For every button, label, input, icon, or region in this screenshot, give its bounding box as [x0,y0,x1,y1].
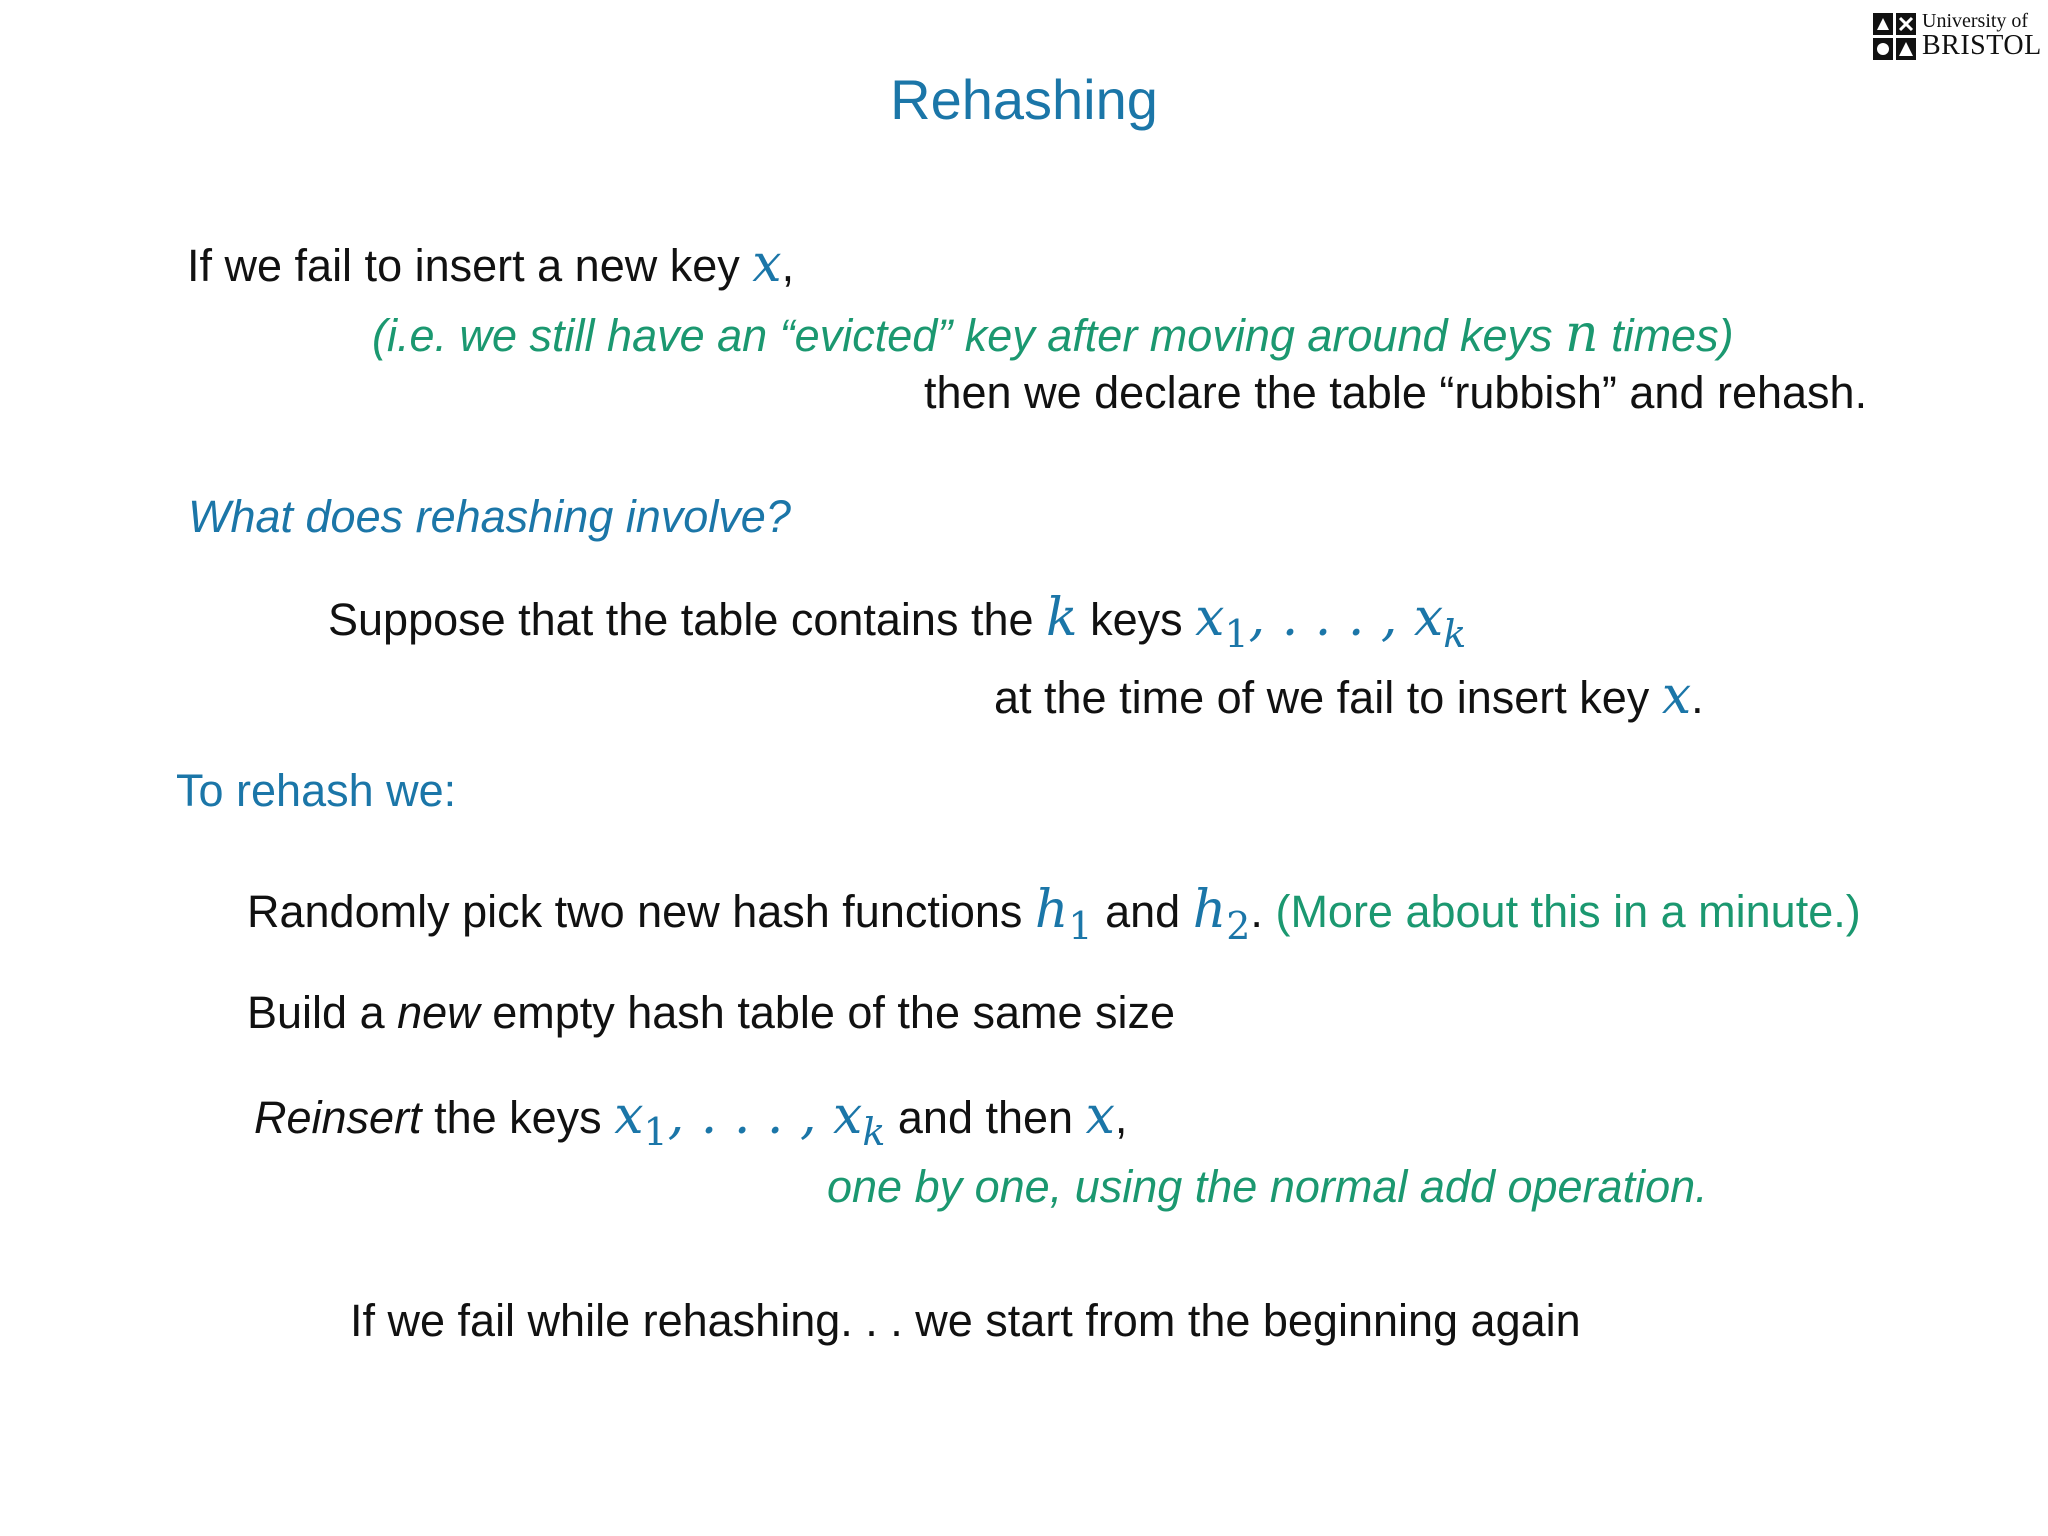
r-seq-sub-1: 1 [643,1110,668,1154]
seq-mid: , . . . , x [1248,588,1444,648]
closing-line: If we fail while rehashing. . . we start from the beginning again [350,1295,1581,1346]
university-logo [1872,10,2042,66]
reinsert-comma: , [1114,1092,1128,1143]
seq-sub-k: k [1443,612,1467,656]
intro-line-1 [187,234,795,294]
h2-sub: 2 [1226,904,1251,948]
key-sequence [1195,588,1467,656]
intro-line-3: then we declare the table “rubbish” and rehash. [924,367,1868,418]
step-reinsert [254,1086,1128,1154]
seq-sub-1: 1 [1224,612,1249,656]
aside-open: (i.e. we still have an “evicted” key after moving around keys [372,310,1553,361]
step-pick-hash [247,880,1861,948]
intro-text: If we fail to insert a new key [187,240,740,291]
suppose-period: . [1691,672,1704,723]
var-k: k [1046,588,1078,648]
r-seq-sub-k: k [862,1110,886,1154]
step-build-table [247,987,1176,1038]
r-seq-x1: x [614,1086,644,1146]
suppose-text-1: Suppose that the table contains the [328,594,1034,645]
logo-line-2: BRISTOL [1922,30,2042,61]
var-x-reinsert: x [1085,1086,1115,1146]
r-seq-mid: , . . . , x [667,1086,863,1146]
build-text-1: Build a [247,987,385,1038]
reinsert-key-sequence [614,1086,886,1154]
pick-and: and [1105,886,1181,937]
reinsert-word: Reinsert [254,1092,422,1143]
university-crest-icon [1872,12,1918,62]
slide-title: Rehashing [890,68,1158,131]
suppose-line-2 [994,666,1704,726]
pick-note: (More about this in a minute.) [1275,886,1861,937]
intro-comma: , [781,240,795,291]
suppose-line-1 [328,588,1467,656]
intro-aside [372,304,1734,364]
var-x: x [752,234,782,294]
var-h2 [1192,880,1251,948]
build-new-word: new [397,987,480,1038]
logo-line-1: University of [1922,10,2029,32]
steps-heading: To rehash we: [176,765,457,816]
suppose-line-2-text: at the time of we fail to insert key [994,672,1650,723]
h1-letter: h [1034,880,1069,940]
reinsert-line-2: one by one, using the normal add operation. [827,1161,1708,1212]
var-h1 [1034,880,1093,948]
question-heading: What does rehashing involve? [188,491,791,542]
reinsert-text-1: the keys [434,1092,602,1143]
seq-x1: x [1195,588,1225,648]
build-text-2: empty hash table of the same size [492,987,1176,1038]
reinsert-text-2: and then [897,1092,1074,1143]
suppose-text-2: keys [1090,594,1183,645]
h1-sub: 1 [1068,904,1093,948]
logo-wordmark [1922,10,2042,60]
h2-letter: h [1192,880,1227,940]
var-n: n [1565,304,1599,364]
var-x-fail: x [1661,666,1692,726]
pick-period: . [1250,886,1263,937]
aside-close: times) [1611,310,1734,361]
pick-text: Randomly pick two new hash functions [247,886,1023,937]
